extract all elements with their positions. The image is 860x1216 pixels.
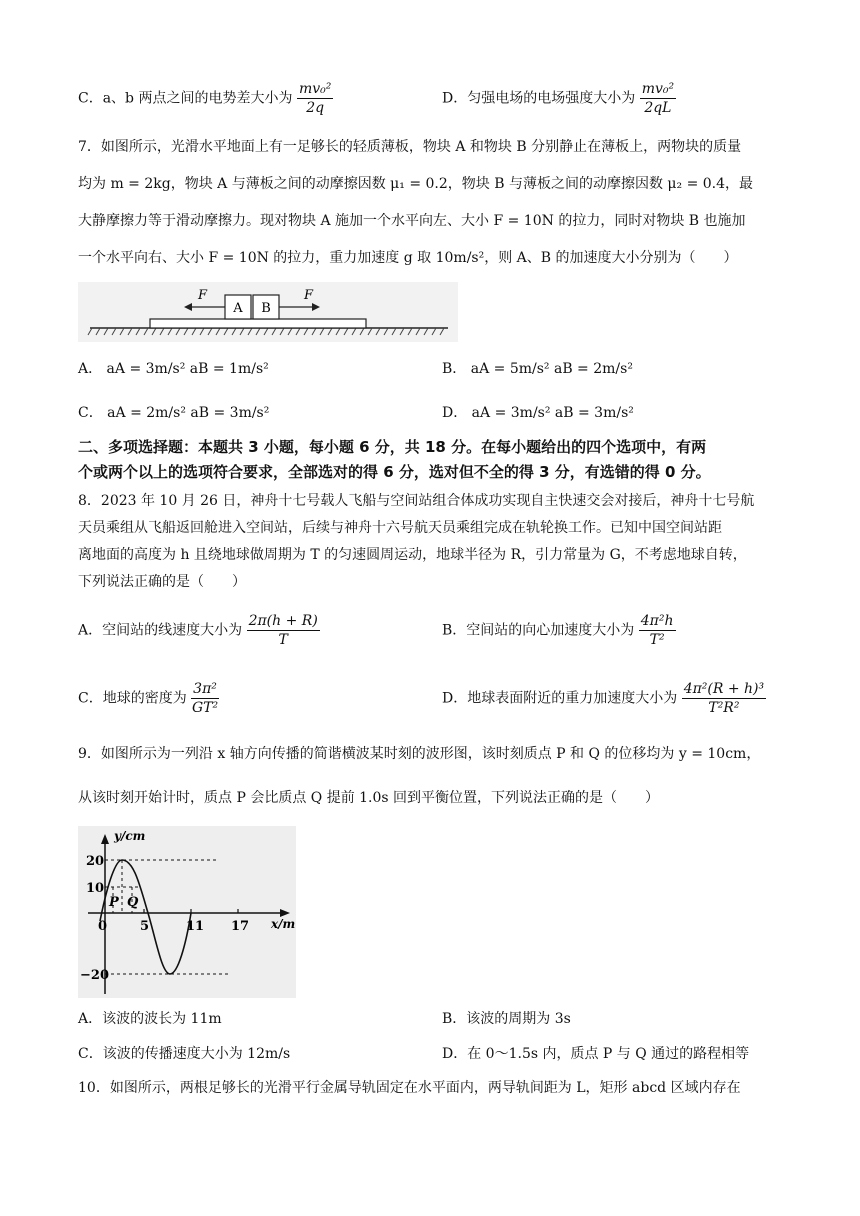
q9-option-b: B．该波的周期为 3s: [442, 1011, 571, 1027]
q7-block-b-label: B: [261, 301, 271, 316]
q7-stem-line-1: 7．如图所示，光滑水平地面上有一足够长的轻质薄板，物块 A 和物块 B 分别静止在薄板上，两物块的质量: [78, 139, 742, 155]
q9-tick-20: 20: [86, 854, 105, 869]
q7-option-c: C． aA = 2m/s² aB = 3m/s²: [78, 405, 270, 421]
q7-option-b: B． aA = 5m/s² aB = 2m/s²: [442, 361, 633, 377]
q7-stem-line-3: 大静摩擦力等于滑动摩擦力。现对物块 A 施加一个水平向左、大小 F = 10N 的拉力，同时对物块 B 也施加: [78, 213, 746, 229]
q6-option-d-fraction: $\frac{\text{mv₀²}}{2qL}$: [641, 81, 675, 116]
q7-option-a: A． aA = 3m/s² aB = 1m/s²: [78, 361, 269, 377]
q8-option-b: B．空间站的向心加速度大小为 $\frac{\text{4π²h}}{\text{T²}}$: [442, 613, 674, 648]
q7-option-d: D． aA = 3m/s² aB = 3m/s²: [442, 405, 634, 421]
q9-option-d: D．在 0～1.5s 内，质点 P 与 Q 通过的路程相等: [442, 1046, 750, 1062]
q9-y-label: y/cm: [114, 829, 146, 843]
q7-stem-line-2: 均为 m = 2kg，物块 A 与薄板之间的动摩擦因数 μ₁ = 0.2，物块 B 与薄板之间的动摩擦因数 μ₂ = 0.4，最: [78, 176, 754, 192]
q8-option-d-fraction: $\frac{\text{4π²(R + h)³}}{\text{T²R²}}$: [683, 681, 765, 716]
q6-option-c-text: C．a、b 两点之间的电势差大小为: [78, 90, 293, 107]
q9-stem-line-1: 9．如图所示为一列沿 x 轴方向传播的简谐横波某时刻的波形图，该时刻质点 P 和 Q 的位移均为 y = 10cm，: [78, 746, 761, 762]
q7-board: [150, 319, 366, 328]
q7-right-force-label: F: [304, 288, 314, 303]
section-2-heading-line-1: 二、多项选择题：本题共 3 小题，每小题 6 分，共 18 分。在每小题给出的四个选项中，有两: [78, 438, 707, 456]
q8-stem-line-1: 8．2023 年 10 月 26 日，神舟十七号载人飞船与空间站组合体成功实现自主快速交会对接后，神舟十七号航: [78, 493, 755, 509]
section-2-heading-line-2: 个或两个以上的选项符合要求，全部选对的得 6 分，选对但不全的得 3 分，有选错的得 0 分。: [78, 463, 711, 481]
q9-point-p-label: P: [109, 895, 119, 910]
q7-stem-line-4: 一个水平向右、大小 F = 10N 的拉力，重力加速度 g 取 10m/s²，则 A、B 的加速度大小分别为（ ）: [78, 250, 738, 266]
q8-option-b-fraction: $\frac{\text{4π²h}}{\text{T²}}$: [640, 613, 674, 648]
q6-option-d: [442, 80, 676, 117]
q9-option-a: A．该波的波长为 11m: [78, 1011, 222, 1027]
q8-option-d: D．地球表面附近的重力加速度大小为 $\frac{\text{4π²(R + h)³}}{\text{T²R²}}$: [442, 681, 765, 716]
q8-stem-line-2: 天员乘组从飞船返回舱进入空间站，后续与神舟十六号航天员乘组完成在轨轮换工作。已知中国空间站距: [78, 520, 722, 536]
q8-stem-line-3: 离地面的高度为 h 且绕地球做周期为 T 的匀速圆周运动，地球半径为 R，引力常量为 G，不考虑地球自转，: [78, 547, 747, 563]
q9-tick-x17: 17: [231, 919, 250, 934]
q9-tick-x5: 5: [140, 919, 150, 934]
q10-stem-line-1: 10．如图所示，两根足够长的光滑平行金属导轨固定在水平面内，两导轨间距为 L，矩形 abcd 区域内存在: [78, 1080, 741, 1096]
q6-option-c-fraction: $\frac{\text{mv₀²}}{2q}$: [298, 81, 332, 116]
q6-option-c: [78, 80, 333, 117]
q9-stem-line-2: 从该时刻开始计时，质点 P 会比质点 Q 提前 1.0s 回到平衡位置，下列说法正确的是（ ）: [78, 790, 660, 806]
q7-block-a-label: A: [233, 301, 243, 316]
q9-x-label: x/m: [271, 917, 296, 931]
q8-option-a: A．空间站的线速度大小为 $\frac{2\pi(h + R)}{T}$: [78, 613, 318, 648]
q8-option-c-fraction: $\frac{\text{3π²}}{\text{GT²}}$: [191, 681, 219, 716]
q9-wave-figure: [78, 826, 296, 998]
q9-point-q-label: Q: [127, 895, 139, 910]
q9-tick-neg20: −20: [80, 968, 109, 983]
q9-option-c: C．该波的传播速度大小为 12m/s: [78, 1046, 291, 1062]
q7-left-force-label: F: [198, 288, 208, 303]
q9-tick-x11: 11: [186, 919, 205, 934]
q9-tick-10: 10: [86, 881, 105, 896]
q8-option-c: C．地球的密度为 $\frac{\text{3π²}}{\text{GT²}}$: [78, 681, 219, 716]
q8-option-a-fraction: $\frac{2\pi(h + R)}{T}$: [248, 613, 318, 648]
q7-figure: [78, 282, 458, 342]
q6-option-d-text: D．匀强电场的电场强度大小为: [442, 90, 636, 107]
q8-stem-line-4: 下列说法正确的是（ ）: [78, 574, 246, 590]
q9-tick-x0: 0: [98, 919, 108, 934]
